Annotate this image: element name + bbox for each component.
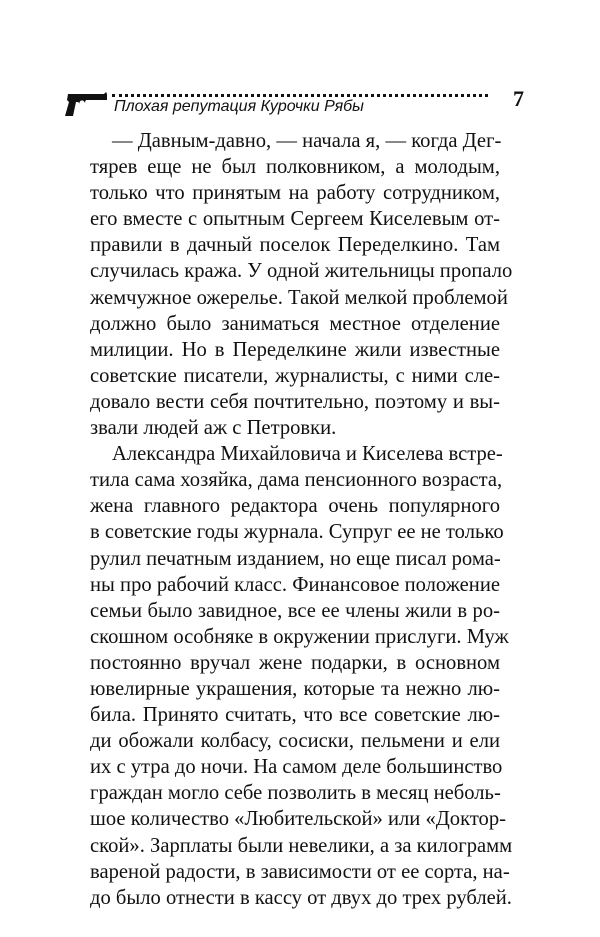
text-line: била. Принято считать, что все советские лю-: [90, 704, 500, 727]
text-line: жена главного редактора очень популярного: [90, 495, 500, 518]
header-dotted-rule: [112, 94, 488, 97]
text-line: постоянно вручал жене подарки, в основном: [90, 651, 500, 674]
text-line: жемчужное ожерелье. Такой мелкой проблемой: [90, 286, 508, 309]
text-line: скошном особняке в окружении прислуги. Муж: [90, 625, 509, 648]
text-line: вареной радости, в зависимости от ее сорта, на-: [90, 860, 510, 883]
text-line: тила сама хозяйка, дама пенсионного возраста,: [90, 469, 503, 492]
text-line: — Давным-давно, — начала я, — когда Дег-: [112, 130, 502, 152]
body-text: [90, 128, 513, 911]
text-line: довало вести себя почтительно, поэтому и вы-: [90, 390, 500, 413]
text-line: ювелирные украшения, которые та нежно лю-: [90, 677, 500, 700]
text-line: ны про рабочий класс. Финансовое положение: [90, 573, 500, 596]
text-line: ской». Зарплаты были невелики, а за килограмм: [90, 834, 513, 857]
text-line: милиции. Но в Переделкине жили известные: [90, 338, 500, 361]
page-number: 7: [513, 86, 524, 111]
text-line: его вместе с опытным Сергеем Киселевым от-: [90, 208, 500, 231]
text-line: их с утра до ночи. На самом деле большинство: [90, 756, 503, 779]
text-line: звали людей аж с Петровки.: [90, 417, 337, 440]
text-line: тярев еще не был полковником, а молодым,: [90, 156, 500, 179]
text-line: до было отнести в кассу от двух до трех рублей.: [90, 886, 512, 909]
text-line: только что принятым на работу сотрудником,: [90, 182, 500, 205]
text-line: советские писатели, журналисты, с ними сле-: [90, 364, 500, 387]
text-line: ди обожали колбасу, сосиски, пельмени и ели: [90, 730, 500, 753]
running-header: [64, 86, 524, 122]
text-line: случилась кража. У одной жительницы пропало: [90, 260, 513, 283]
text-line: должно было заниматься местное отделение: [90, 312, 500, 335]
revolver-icon: [64, 88, 108, 118]
text-line: в советские годы журнала. Супруг ее не только: [90, 521, 504, 544]
paragraph: [90, 128, 513, 441]
text-line: граждан могло себе позволить в месяц неболь-: [90, 782, 501, 805]
text-line: Александра Михайловича и Киселева встре-: [112, 443, 503, 466]
running-title: Плохая репутация Курочки Рябы: [114, 98, 364, 115]
text-line: рулил печатным изданием, но еще писал рома-: [90, 547, 501, 570]
text-line: семьи было завидное, все ее члены жили в ро-: [90, 599, 500, 622]
paragraph: [90, 441, 513, 911]
text-line: шое количество «Любительской» или «Доктор-: [90, 808, 506, 831]
text-line: правили в дачный поселок Переделкино. Там: [90, 234, 500, 257]
